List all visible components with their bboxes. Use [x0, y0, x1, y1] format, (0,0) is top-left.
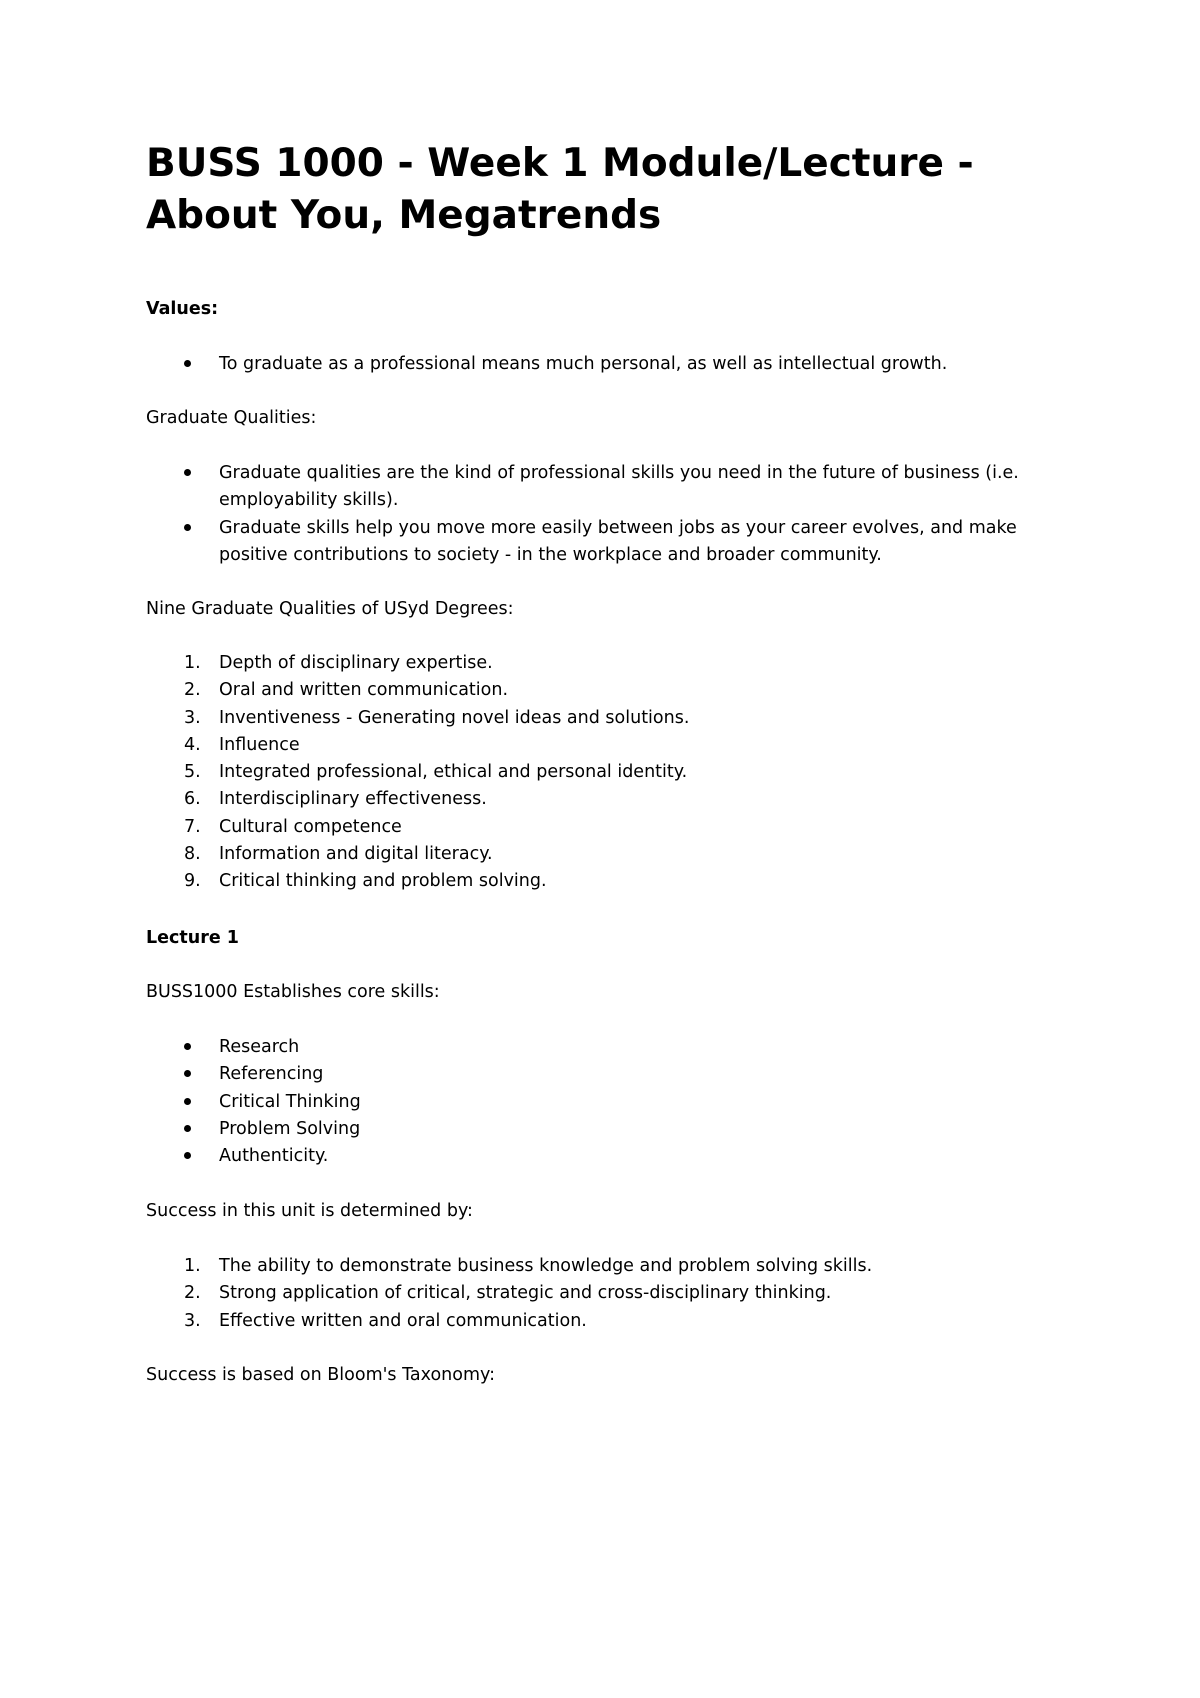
page-title: BUSS 1000 - Week 1 Module/Lecture - About You, Megatrends: [146, 141, 974, 238]
list-item: 7. Cultural competence: [184, 816, 402, 837]
bullet-icon: [184, 469, 191, 476]
document-content: [146, 138, 1066, 1385]
list-item: 2. Strong application of critical, strategic and cross-disciplinary thinking.: [184, 1283, 832, 1304]
list-item: 6. Interdisciplinary effectiveness.: [184, 789, 487, 810]
values-list: [146, 351, 1066, 378]
list-item: Problem Solving: [146, 1116, 1066, 1143]
list-item: To graduate as a professional means much personal, as well as intellectual growth.: [146, 351, 1066, 378]
list-item: Referencing: [146, 1061, 1066, 1088]
list-item: 9. Critical thinking and problem solving.: [184, 871, 547, 892]
list-item: 4. Influence: [184, 734, 300, 755]
list-item: 1. The ability to demonstrate business knowledge and problem solving skills.: [184, 1256, 873, 1276]
lecture-heading: Lecture 1: [146, 928, 239, 948]
bullet-icon: [184, 1152, 191, 1159]
list-item: Research: [146, 1034, 1066, 1061]
values-label: Values:: [146, 299, 219, 319]
success-list: [146, 1253, 1066, 1335]
bullet-icon: [184, 360, 191, 367]
list-item: 3. Effective written and oral communication.: [184, 1310, 587, 1331]
core-skills-list: [146, 1034, 1066, 1170]
list-item: Graduate skills help you move more easily between jobs as your career evolves, and make positive contributions to society - in the workplace and broader community.: [146, 515, 1066, 570]
bullet-icon: [184, 1070, 191, 1077]
list-item: 2. Oral and written communication.: [184, 680, 509, 701]
bullet-icon: [184, 1043, 191, 1050]
list-item: 3. Inventiveness - Generating novel ideas and solutions.: [184, 707, 690, 728]
bullet-icon: [184, 1125, 191, 1132]
success-label: Success in this unit is determined by:: [146, 1201, 473, 1221]
list-item: 1. Depth of disciplinary expertise.: [184, 653, 493, 673]
bullet-icon: [184, 524, 191, 531]
blooms-label: Success is based on Bloom's Taxonomy:: [146, 1365, 495, 1385]
nine-qualities-list: [146, 650, 1066, 896]
list-item: 8. Information and digital literacy.: [184, 844, 493, 865]
bullet-icon: [184, 1098, 191, 1105]
core-skills-label: BUSS1000 Establishes core skills:: [146, 982, 440, 1002]
graduate-qualities-list: [146, 460, 1066, 569]
graduate-qualities-label: Graduate Qualities:: [146, 408, 317, 428]
nine-qualities-label: Nine Graduate Qualities of USyd Degrees:: [146, 599, 514, 619]
list-item: 5. Integrated professional, ethical and personal identity.: [184, 762, 688, 783]
list-item: Graduate qualities are the kind of professional skills you need in the future of business (i.e. employability skills).: [146, 460, 1066, 515]
list-item: Critical Thinking: [146, 1089, 1066, 1116]
list-item: Authenticity.: [146, 1143, 1066, 1170]
